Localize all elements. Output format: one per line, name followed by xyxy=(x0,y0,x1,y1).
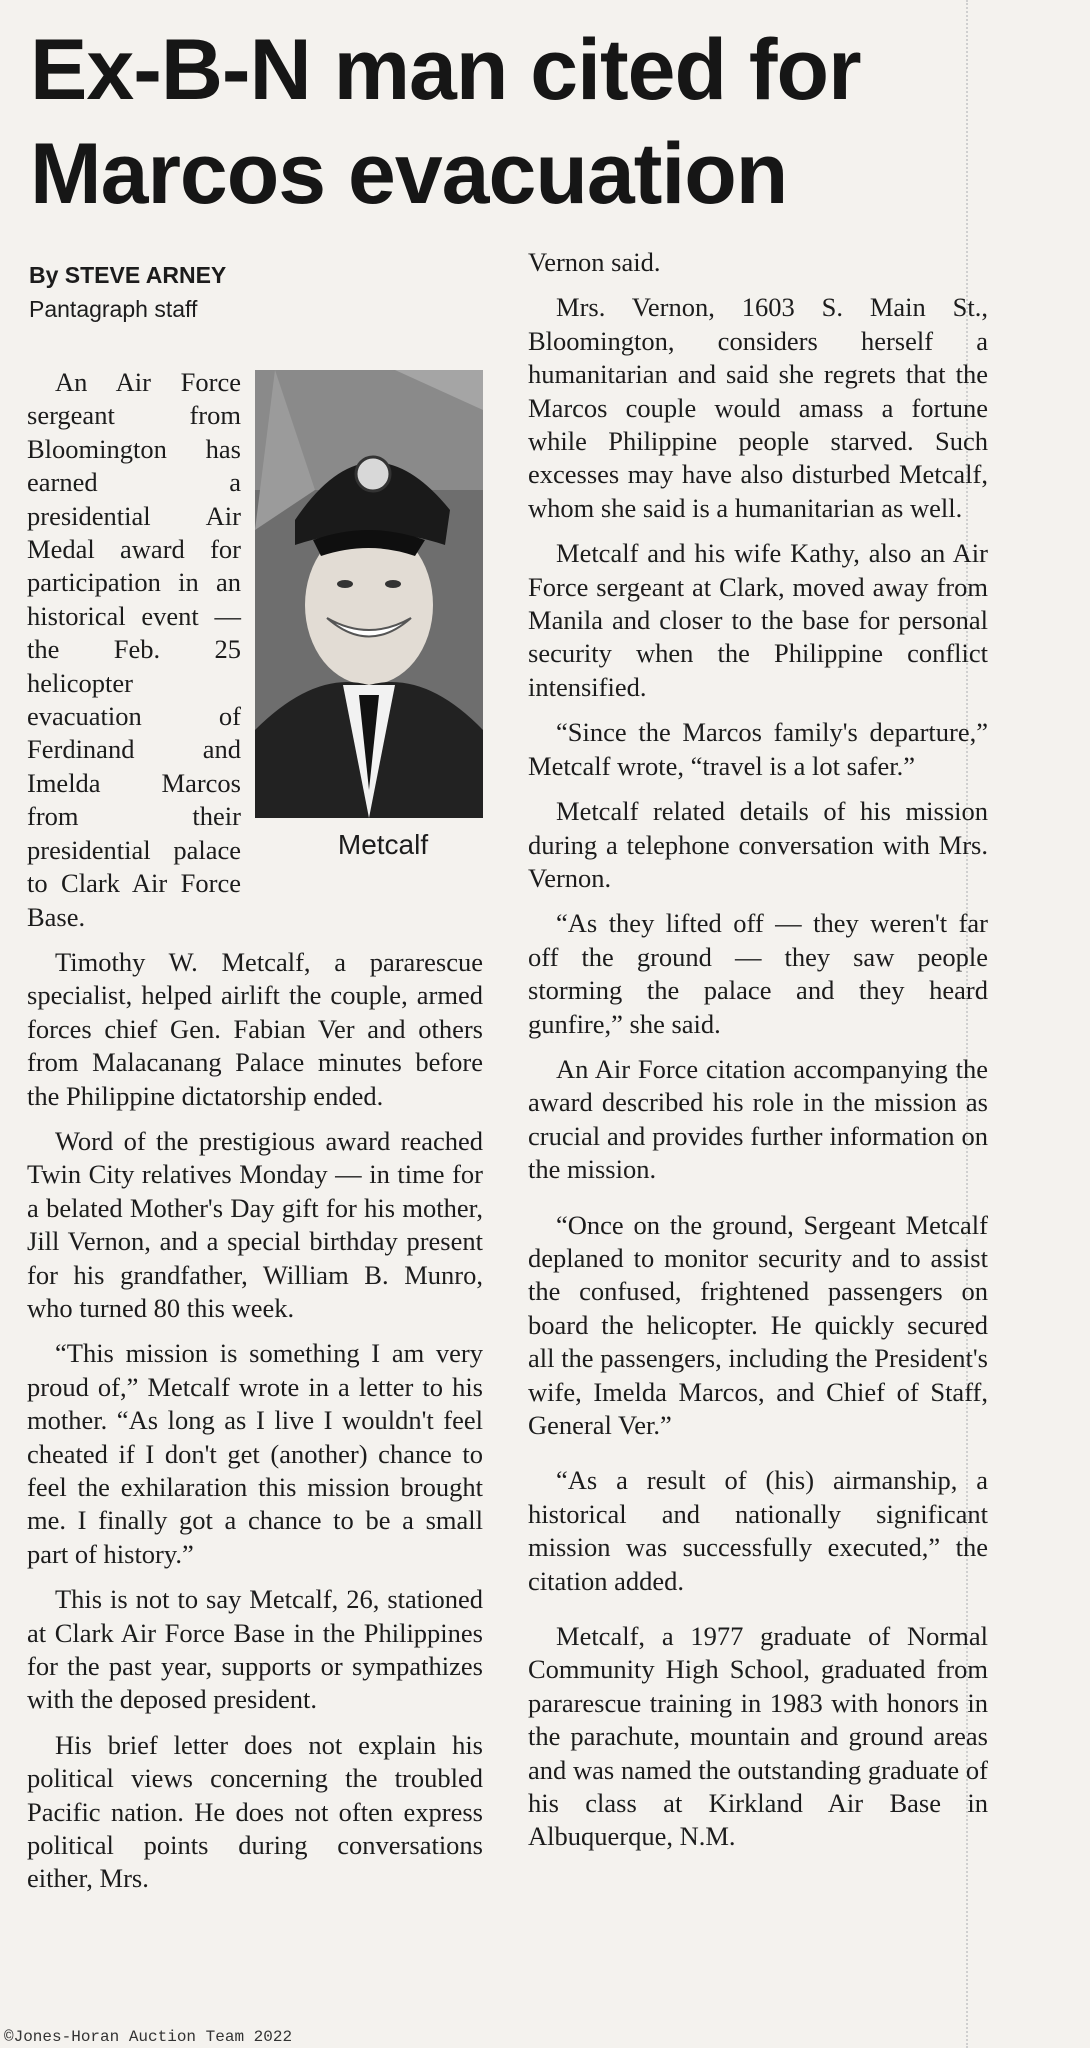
article-column-1 xyxy=(27,366,483,1908)
paragraph: Metcalf related details of his mission during a telephone conversation with Mrs. Vernon. xyxy=(528,796,988,893)
author-affiliation: Pantagraph staff xyxy=(29,296,198,322)
paragraph: “Since the Marcos family's departure,” Metcalf wrote, “travel is a lot safer.” xyxy=(528,717,988,781)
headline-line-2: Marcos evacuation xyxy=(30,126,788,222)
paragraph: “As they lifted off — they weren't far off the ground — they saw people storming the palace and they heard gunfire,” she said. xyxy=(528,908,988,1039)
portrait-photo xyxy=(255,370,483,818)
author-name: By STEVE ARNEY xyxy=(29,262,227,288)
portrait-image xyxy=(255,370,483,818)
paragraph: Vernon said. xyxy=(528,247,661,277)
photo-figure xyxy=(255,370,483,878)
copyright-credit: ©Jones-Horan Auction Team 2022 xyxy=(4,2028,293,2046)
paragraph: “This mission is something I am very proud of,” Metcalf wrote in a letter to his mother. “As long as I live I wouldn't feel cheated if I don't get (another) chance to feel the exhilaration this mission brought me. I finally got a chance to be a small part of history.” xyxy=(27,1338,483,1569)
headline-line-1: Ex-B-N man cited for xyxy=(30,22,861,118)
paragraph: Metcalf and his wife Kathy, also an Air Force sergeant at Clark, moved away from Manila and closer to the base for personal security when the Philippine conflict intensified. xyxy=(528,538,988,702)
paragraph: His brief letter does not explain his political views concerning the troubled Pacific nation. He does not often express political points during conversations either, Mrs. xyxy=(27,1729,483,1894)
paragraph: Metcalf, a 1977 graduate of Normal Community High School, graduated from pararescue training in 1983 with honors in the parachute, mountain and ground areas and was named the outstanding graduate of his class at Kirkland Air Base in Albuquerque, N.M. xyxy=(528,1621,988,1852)
paragraph: An Air Force citation accompanying the award described his role in the mission as crucial and provides further information on the mission. xyxy=(528,1053,988,1185)
headline xyxy=(30,18,1030,226)
photo-caption: Metcalf xyxy=(337,829,429,860)
paragraph: This is not to say Metcalf, 26, stationed at Clark Air Force Base in the Philippines for the past year, supports or sympathizes with the deposed president. xyxy=(27,1584,483,1715)
paragraph: Word of the prestigious award reached Twin City relatives Monday — in time for a belated Mother's Day gift for his mother, Jill Vernon, and a special birthday present for his grandfather, William B. Munro, who turned 80 this week. xyxy=(27,1125,483,1323)
paragraph: Timothy W. Metcalf, a pararescue specialist, helped airlift the couple, armed forces chief Gen. Fabian Ver and others from Malacanang Palace minutes before the Philippine dictatorship ended. xyxy=(27,946,483,1111)
byline xyxy=(29,258,226,326)
paragraph: “As a result of (his) airmanship, a historical and nationally significant mission was successfully executed,” the citation added. xyxy=(528,1465,988,1596)
article-column-2 xyxy=(528,246,988,1866)
paragraph: “Once on the ground, Sergeant Metcalf deplaned to monitor security and to assist the confused, frightened passengers on board the helicopter. He quickly secured all the passengers, including the President's wife, Imelda Marcos, and Chief of Staff, General Ver.” xyxy=(528,1209,988,1440)
paragraph-text: An Air Force sergeant from Bloomington has earned a presidential Air Medal award for participation in an historical event — the Feb. 25 helicopter evacuation of Ferdinand and Imelda Marcos from their presidential palace to Clark Air Force Base. xyxy=(27,367,241,932)
paragraph xyxy=(27,366,483,934)
paragraph: Mrs. Vernon, 1603 S. Main St., Bloomington, considers herself a humanitarian and said she regrets that the Marcos couple would amass a fortune while Philippine people starved. Such excesses may have also disturbed Metcalf, whom she said is a humanitarian as well. xyxy=(528,292,988,523)
